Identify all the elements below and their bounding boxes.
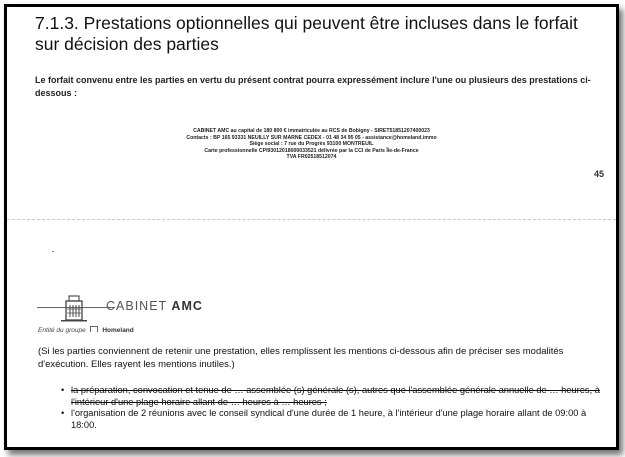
homeland-house-icon — [90, 326, 98, 332]
scan-mark — [52, 251, 54, 252]
footer-line: CABINET AMC au capital de 180 800 € immatriculée au RCS de Bobigny - SIRET51851207400023 — [193, 128, 430, 134]
intro-paragraph: Le forfait convenu entre les parties en vertu du présent contrat pourra expressément inclure l'une ou plusieurs des prestations ci-dessous : — [35, 75, 591, 98]
logo-text-bold: AMC — [171, 299, 203, 313]
group-line — [38, 326, 134, 334]
footer-line: Siège social : 7 rue du Progrès 93100 MONTREUIL — [249, 141, 374, 148]
footer-line: Carte professionnelle CPI93012018000033521 délivrée par la CCI de Paris Île-de-France — [204, 147, 419, 154]
group-label: Entité du groupe — [38, 327, 86, 334]
logo-text-plain: CABINET — [106, 299, 172, 313]
building-icon — [59, 293, 89, 323]
options-list — [61, 385, 601, 431]
logo-text — [106, 299, 203, 313]
company-footer — [7, 128, 616, 161]
document-viewer — [4, 4, 619, 450]
footer-line: TVA FR02518512074 — [286, 154, 337, 161]
list-item: • la préparation, convocation et tenue de … assemblée (s) générale (s), autres que l'assemblée générale annuelle de … heures, à l'intérieur d'une plage horaire allant de … heures à … heures ; — [61, 385, 601, 408]
group-brand: Homeland — [102, 327, 134, 334]
instructions-paragraph: (Si les parties conviennent de retenir une prestation, elles remplissent les mentions ci-dessous afin de préciser ses modalités d'exécution. Elles rayent les mentions inutiles.) — [38, 346, 564, 370]
footer-line: Contacts : BP 165 93331 NEUILLY SUR MARNE CEDEX - 01 48 34 95 05 - assistance@homeland.immo — [186, 134, 437, 141]
section-heading: 7.1.3. Prestations optionnelles qui peuvent être incluses dans le forfait sur décision des parties — [35, 13, 578, 54]
page-number: 45 — [594, 169, 605, 179]
page-separator — [7, 219, 616, 220]
list-item: • l'organisation de 2 réunions avec le conseil syndical d'une durée de 1 heure, à l'intérieur d'une plage horaire allant de 09:00 à 18:00. — [61, 408, 601, 431]
